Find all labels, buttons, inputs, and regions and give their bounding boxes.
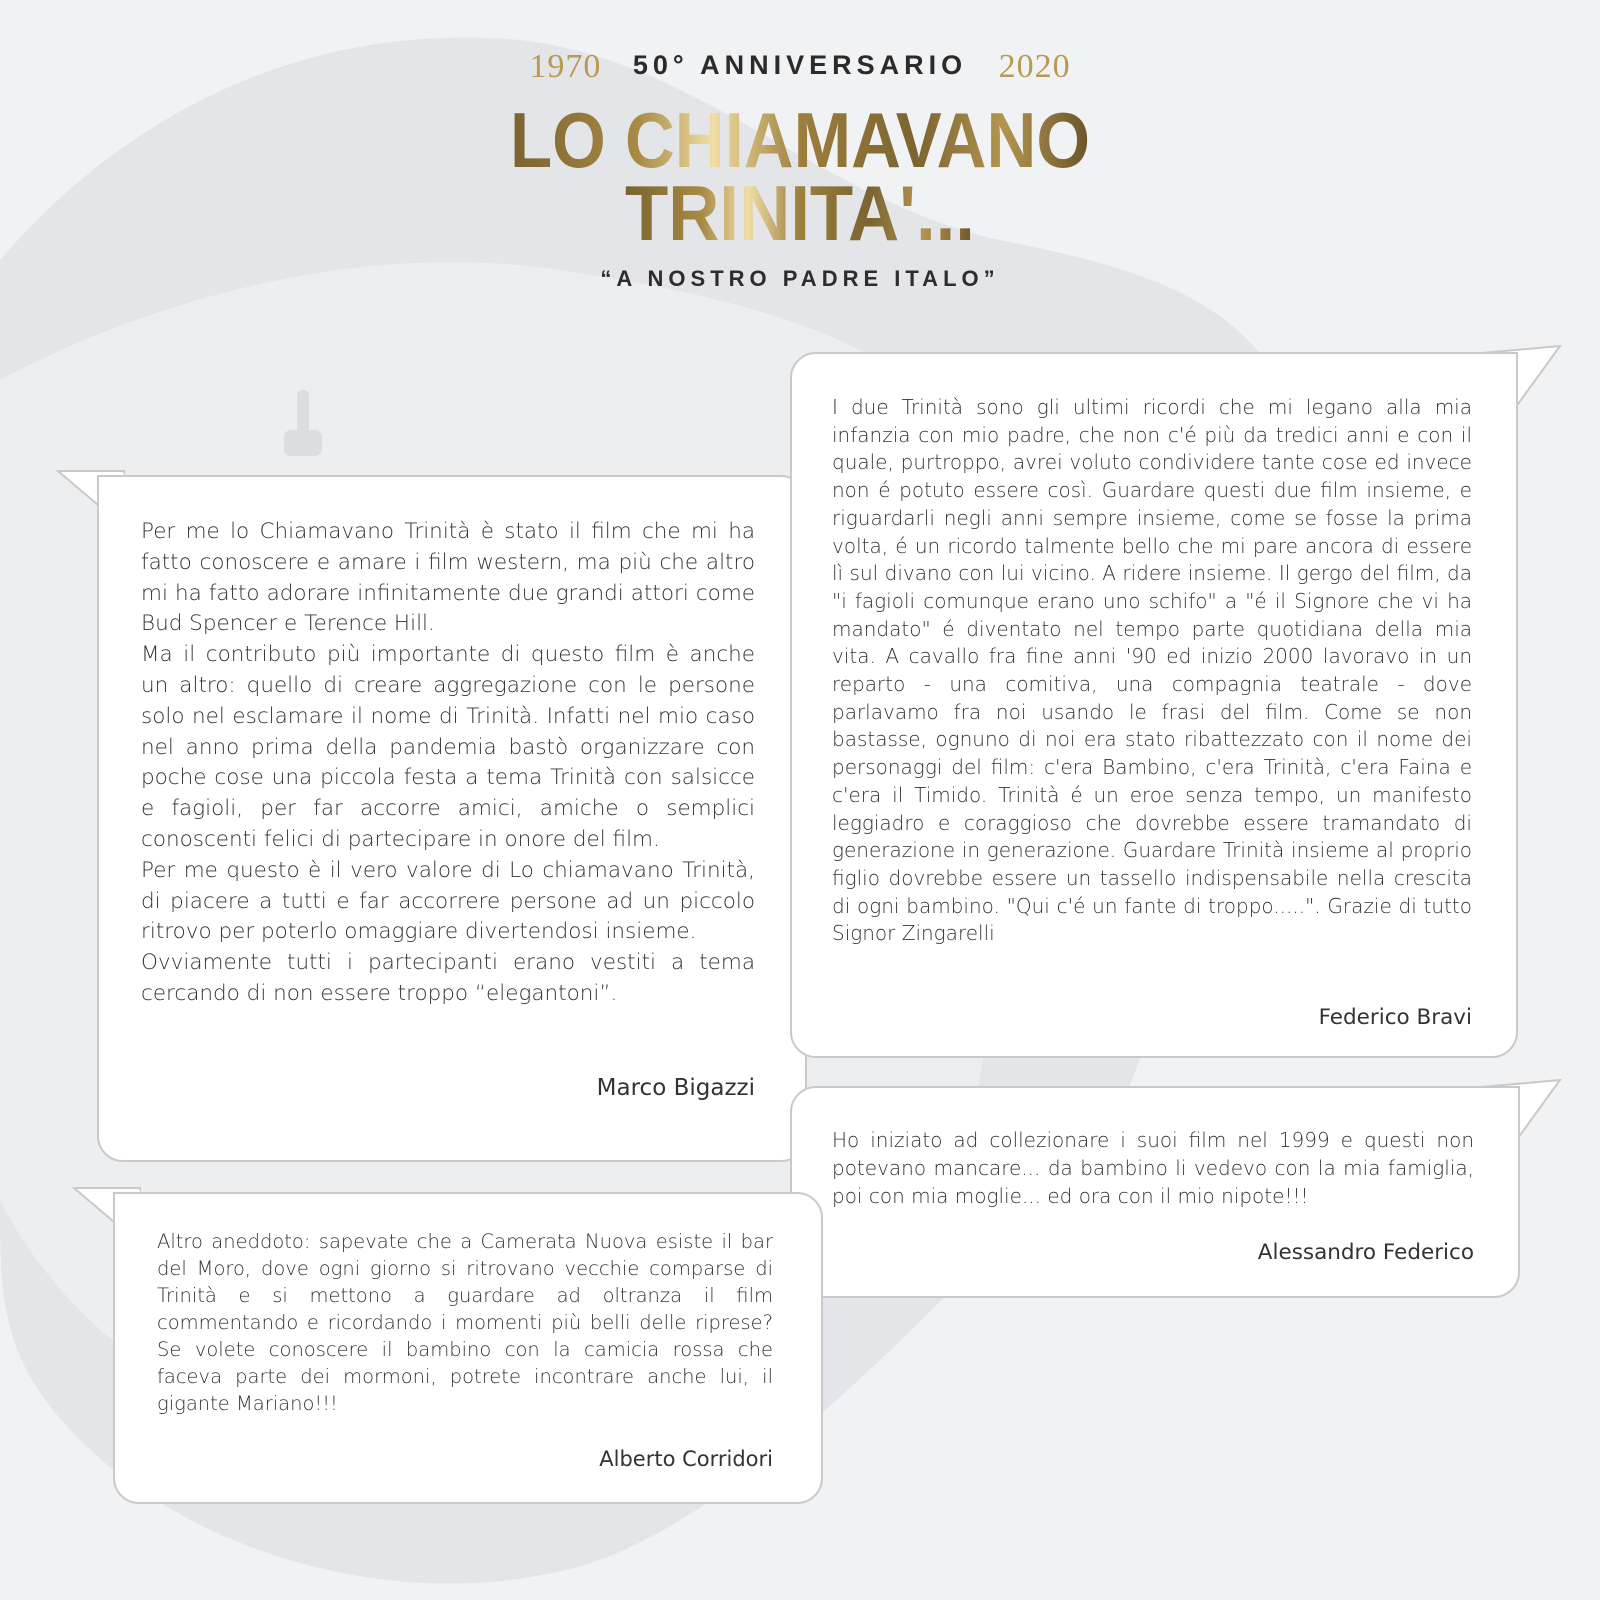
testimonial-card xyxy=(790,352,1518,1058)
film-title xyxy=(480,95,1120,255)
testimonial-text: Ho iniziato ad collezionare i suoi film nel 1999 e questi non potevano mancare... da bambino li vedevo con la mia famiglia, poi con mia moglie... ed ora con il mio nipote!!! xyxy=(832,1128,1474,1208)
testimonial-text: Altro aneddoto: sapevate che a Camerata Nuova esiste il bar del Moro, dove ogni giorno si ritrovano vecchie comparse di Trinità e si mettono a guardare ad oltranza il film commentando e ricordando i momenti più belli delle riprese? Se volete conoscere il bambino con la camicia rossa che faceva parte dei mormoni, potrete incontrare anche lui, il gigante Mariano!!! xyxy=(157,1230,773,1415)
testimonial-author: Marco Bigazzi xyxy=(596,1075,755,1101)
title-line-2: TRINITA'... xyxy=(625,169,975,255)
year-start: 1970 xyxy=(529,48,602,85)
title-line-1: LO CHIAMAVANO xyxy=(510,96,1090,184)
year-end: 2020 xyxy=(998,48,1071,85)
testimonial-text: I due Trinità sono gli ultimi ricordi che mi legano alla mia infanzia con mio padre, che non c'é più da tredici anni e con il quale, purtroppo, avrei voluto condividere tante cose ed invece non é potuto essere così. Guardare questi due film insieme, e riguardarli negli anni sempre insieme, come se fosse la prima volta, é un ricordo talmente bello che mi pare ancora di essere lì sul divano con lui vicino. A ridere insieme. Il gergo del film, da "i fagioli comunque erano uno schifo" a "é il Signore che vi ha mandato" é diventato nel tempo parte quotidiana della mia vita. A cavallo fra fine anni '90 ed inizio 2000 lavoravo in un reparto - una comitiva, una compagnia teatrale - dove parlavamo fra noi usando le frasi del film. Come se non bastasse, ognuno di noi era stato ribattezzato con il nome dei personaggi del film: c'era Bambino, c'era Trinità, c'era Faina e c'era il Timido. Trinità é un eroe senza tempo, un manifesto leggiadro e coraggioso che dovrebbe essere tramandato di generazione in generazione. Guardare Trinità insieme al proprio figlio dovrebbe essere un tassello indispensabile nella crescita di ogni bambino. "Qui c'é un fante di troppo.....". Grazie di tutto Signor Zingarelli xyxy=(832,395,1472,946)
dedication: “A NOSTRO PADRE ITALO” xyxy=(600,266,1000,291)
anniversary-line xyxy=(0,48,1600,86)
testimonial-author: Alberto Corridori xyxy=(599,1447,773,1471)
testimonial-author: Alessandro Federico xyxy=(1257,1240,1474,1265)
testimonial-card xyxy=(113,1192,823,1504)
testimonial-card xyxy=(790,1086,1520,1298)
header xyxy=(0,0,1600,320)
pin-icon xyxy=(280,390,326,460)
testimonial-text: Per me lo Chiamavano Trinità è stato il film che mi ha fatto conoscere e amare i film western, ma più che altro mi ha fatto adorare infinitamente due grandi attori come Bud Spencer e Terence Hill. Ma il contributo più importante di questo film è anche un altro: quello di creare aggregazione con le persone solo nel esclamare il nome di Trinità. Infatti nel mio caso nel anno prima della pandemia bastò organizzare con poche cose una piccola festa a tema Trinità con salsicce e fagioli, per far accorre amici, amiche o semplici conoscenti felici di partecipare in onore del film. Per me questo è il vero valore di Lo chiamavano Trinità, di piacere a tutti e far accorrere persone ad un piccolo ritrovo per poterlo omaggiare divertendosi insieme. Ovviamente tutti i partecipanti erano vestiti a tema cercando di non essere troppo “elegantoni”. xyxy=(141,519,755,1006)
testimonial-author: Federico Bravi xyxy=(1318,1005,1472,1030)
anniversary-label: 50° ANNIVERSARIO xyxy=(632,50,968,80)
testimonial-card xyxy=(97,475,807,1162)
